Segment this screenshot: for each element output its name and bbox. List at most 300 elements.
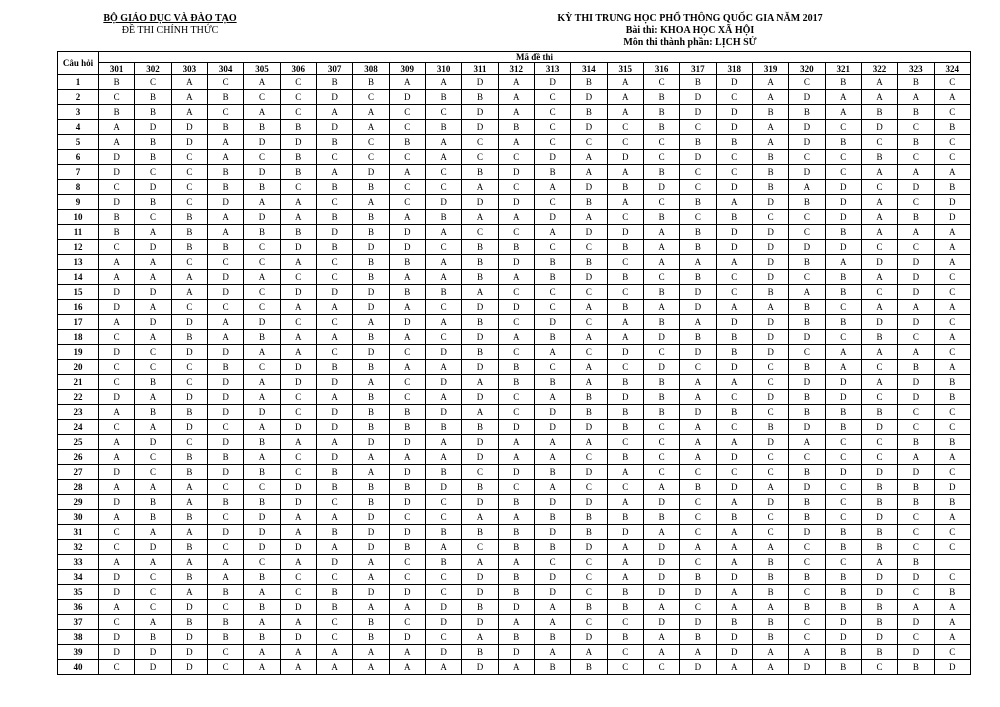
answer-cell: C	[207, 600, 243, 615]
answer-cell: C	[425, 630, 461, 645]
answer-cell: B	[789, 105, 825, 120]
answer-cell: A	[280, 330, 316, 345]
answer-cell: C	[207, 75, 243, 90]
question-number: 24	[58, 420, 99, 435]
answer-cell: B	[898, 480, 934, 495]
answer-cell: D	[716, 180, 752, 195]
answer-cell: D	[752, 435, 788, 450]
answer-cell: D	[643, 495, 679, 510]
answer-cell: C	[861, 285, 897, 300]
answer-cell: A	[244, 585, 280, 600]
answer-cell: A	[571, 435, 607, 450]
answer-cell: B	[643, 405, 679, 420]
answer-cell: D	[171, 600, 207, 615]
answer-cell: B	[680, 195, 716, 210]
answer-cell: C	[171, 255, 207, 270]
answer-cell: D	[898, 270, 934, 285]
question-number: 40	[58, 660, 99, 675]
answer-cell: A	[643, 480, 679, 495]
answer-cell: C	[898, 585, 934, 600]
answer-cell: D	[280, 240, 316, 255]
answer-cell: D	[353, 525, 389, 540]
answer-cell: B	[752, 555, 788, 570]
answer-cell: A	[680, 435, 716, 450]
answer-cell: A	[316, 510, 352, 525]
answer-cell: B	[244, 225, 280, 240]
answer-cell: C	[135, 360, 171, 375]
answer-cell: C	[789, 540, 825, 555]
answer-cell: A	[280, 435, 316, 450]
question-number: 31	[58, 525, 99, 540]
answer-cell: B	[861, 495, 897, 510]
answer-cell: C	[171, 435, 207, 450]
answer-cell: A	[934, 615, 970, 630]
answer-cell: D	[752, 345, 788, 360]
answer-cell: B	[861, 645, 897, 660]
answer-cell: C	[752, 450, 788, 465]
answer-cell: A	[534, 390, 570, 405]
answer-cell: D	[280, 135, 316, 150]
answer-cell: C	[571, 135, 607, 150]
answer-cell: C	[571, 615, 607, 630]
answer-cell: A	[171, 555, 207, 570]
answer-cell: D	[171, 120, 207, 135]
answer-cell: D	[462, 120, 498, 135]
answer-cell: D	[898, 315, 934, 330]
answer-cell: B	[389, 135, 425, 150]
answer-cell: D	[425, 645, 461, 660]
answer-cell: D	[825, 375, 861, 390]
answer-cell: D	[789, 120, 825, 135]
answer-cell: C	[462, 540, 498, 555]
question-number: 21	[58, 375, 99, 390]
answer-cell: D	[607, 225, 643, 240]
table-row	[58, 480, 971, 495]
answer-cell: D	[680, 660, 716, 675]
answer-cell: D	[99, 465, 135, 480]
answer-cell: A	[571, 165, 607, 180]
answer-cell: D	[389, 225, 425, 240]
exam-title: KỲ THI TRUNG HỌC PHỔ THÔNG QUỐC GIA NĂM 2017	[557, 13, 823, 24]
answer-cell: A	[498, 555, 534, 570]
answer-cell: C	[934, 345, 970, 360]
answer-cell: C	[244, 300, 280, 315]
question-number: 10	[58, 210, 99, 225]
answer-cell: D	[716, 450, 752, 465]
answer-cell: B	[607, 585, 643, 600]
answer-cell: B	[462, 270, 498, 285]
answer-cell: B	[498, 375, 534, 390]
answer-cell: A	[825, 360, 861, 375]
answer-cell: B	[571, 660, 607, 675]
answer-cell: A	[244, 450, 280, 465]
answer-cell: A	[898, 450, 934, 465]
answer-cell: D	[571, 270, 607, 285]
answer-cell: D	[135, 660, 171, 675]
table-row	[58, 165, 971, 180]
answer-cell: A	[752, 540, 788, 555]
answer-cell: B	[280, 150, 316, 165]
official-label: ĐỀ THI CHÍNH THỨC	[121, 25, 219, 36]
answer-cell: C	[789, 225, 825, 240]
answer-cell: C	[244, 90, 280, 105]
answer-cell: D	[825, 180, 861, 195]
answer-cell: C	[898, 420, 934, 435]
exam-code-header: Mã đề thi	[99, 52, 971, 63]
answer-cell: B	[789, 405, 825, 420]
answer-cell: A	[353, 195, 389, 210]
answer-cell: D	[898, 180, 934, 195]
answer-cell: A	[898, 300, 934, 315]
answer-cell: C	[789, 75, 825, 90]
answer-cell: C	[680, 555, 716, 570]
answer-cell: A	[462, 375, 498, 390]
answer-cell: A	[316, 330, 352, 345]
answer-cell: C	[244, 555, 280, 570]
table-row	[58, 150, 971, 165]
answer-cell: B	[244, 495, 280, 510]
answer-cell: A	[861, 195, 897, 210]
exam-code-308: 308	[353, 63, 389, 75]
answer-cell: C	[861, 135, 897, 150]
answer-cell: A	[571, 645, 607, 660]
answer-cell: B	[316, 180, 352, 195]
answer-cell: C	[389, 195, 425, 210]
answer-cell: D	[244, 315, 280, 330]
answer-cell: B	[789, 600, 825, 615]
answer-cell: C	[643, 465, 679, 480]
answer-cell: C	[825, 120, 861, 135]
answer-cell: B	[207, 120, 243, 135]
answer-cell: A	[898, 225, 934, 240]
answer-cell: D	[861, 465, 897, 480]
answer-cell: A	[389, 660, 425, 675]
answer-cell: A	[135, 330, 171, 345]
answer-cell: B	[789, 315, 825, 330]
answer-cell: C	[571, 555, 607, 570]
answer-cell: C	[171, 375, 207, 390]
answer-cell: B	[207, 360, 243, 375]
answer-cell: C	[825, 450, 861, 465]
answer-cell: A	[534, 480, 570, 495]
answer-cell: B	[789, 195, 825, 210]
table-row	[58, 420, 971, 435]
answer-cell: D	[898, 390, 934, 405]
answer-cell: A	[99, 510, 135, 525]
answer-cell: A	[135, 615, 171, 630]
question-number: 15	[58, 285, 99, 300]
exam-code-316: 316	[643, 63, 679, 75]
answer-cell: B	[353, 630, 389, 645]
answer-cell: B	[934, 120, 970, 135]
answer-cell: A	[498, 615, 534, 630]
answer-cell: B	[934, 585, 970, 600]
answer-cell: B	[825, 270, 861, 285]
answer-cell: D	[207, 435, 243, 450]
answer-cell: C	[716, 165, 752, 180]
exam-code-303: 303	[171, 63, 207, 75]
answer-cell: D	[498, 165, 534, 180]
answer-cell: D	[571, 630, 607, 645]
answer-cell: A	[207, 210, 243, 225]
answer-cell: A	[498, 135, 534, 150]
answer-cell: A	[425, 150, 461, 165]
answer-cell: C	[280, 105, 316, 120]
answer-cell: C	[99, 180, 135, 195]
answer-cell: B	[680, 480, 716, 495]
exam-code-318: 318	[716, 63, 752, 75]
answer-cell: C	[934, 150, 970, 165]
answer-cell: B	[462, 240, 498, 255]
answer-cell: D	[244, 405, 280, 420]
answer-cell: A	[716, 375, 752, 390]
answer-cell: C	[99, 240, 135, 255]
answer-cell: B	[462, 255, 498, 270]
answer-cell: B	[789, 390, 825, 405]
exam-code-315: 315	[607, 63, 643, 75]
answer-cell: D	[680, 405, 716, 420]
answer-cell: C	[643, 420, 679, 435]
answer-cell	[934, 555, 970, 570]
answer-cell: A	[353, 600, 389, 615]
answer-cell: D	[207, 375, 243, 390]
answer-cell: C	[571, 315, 607, 330]
answer-cell: C	[789, 345, 825, 360]
answer-cell: A	[135, 420, 171, 435]
answer-cell: C	[571, 585, 607, 600]
answer-cell: D	[898, 645, 934, 660]
answer-cell: C	[244, 255, 280, 270]
answer-cell: B	[898, 495, 934, 510]
answer-cell: B	[934, 435, 970, 450]
answer-cell: D	[353, 165, 389, 180]
answer-cell: D	[716, 120, 752, 135]
answer-cell: B	[607, 300, 643, 315]
answer-cell: A	[171, 525, 207, 540]
answer-cell: B	[171, 210, 207, 225]
answer-cell: D	[207, 405, 243, 420]
answer-cell: D	[716, 75, 752, 90]
answer-cell: D	[898, 375, 934, 390]
answer-cell: C	[680, 210, 716, 225]
answer-cell: D	[716, 630, 752, 645]
answer-cell: D	[934, 210, 970, 225]
answer-cell: B	[680, 135, 716, 150]
answer-cell: A	[353, 450, 389, 465]
answer-cell: C	[462, 465, 498, 480]
answer-cell: C	[498, 390, 534, 405]
answer-cell: B	[534, 375, 570, 390]
answer-cell: C	[861, 240, 897, 255]
answer-cell: D	[425, 615, 461, 630]
answer-cell: B	[316, 240, 352, 255]
answer-cell: D	[99, 645, 135, 660]
answer-cell: C	[498, 150, 534, 165]
answer-cell: B	[934, 180, 970, 195]
answer-cell: A	[680, 315, 716, 330]
answer-cell: B	[244, 120, 280, 135]
answer-cell: B	[389, 405, 425, 420]
answer-cell: B	[280, 225, 316, 240]
answer-cell: B	[353, 360, 389, 375]
answer-cell: B	[498, 360, 534, 375]
answer-cell: D	[280, 360, 316, 375]
answer-cell: C	[752, 210, 788, 225]
answer-cell: A	[571, 210, 607, 225]
answer-cell: B	[607, 270, 643, 285]
answer-cell: C	[389, 615, 425, 630]
answer-cell: B	[825, 285, 861, 300]
question-number: 29	[58, 495, 99, 510]
answer-cell: B	[425, 525, 461, 540]
answer-cell: A	[716, 600, 752, 615]
answer-cell: D	[861, 315, 897, 330]
answer-cell: B	[353, 225, 389, 240]
answer-cell: C	[898, 150, 934, 165]
answer-cell: C	[534, 240, 570, 255]
answer-cell: A	[607, 315, 643, 330]
answer-cell: B	[207, 90, 243, 105]
answer-cell: C	[316, 195, 352, 210]
answer-cell: A	[135, 225, 171, 240]
answer-cell: B	[680, 630, 716, 645]
answer-cell: B	[752, 105, 788, 120]
answer-cell: A	[607, 90, 643, 105]
header-right	[500, 13, 880, 49]
answer-cell: D	[825, 465, 861, 480]
answer-cell: D	[498, 600, 534, 615]
answer-cell: D	[680, 300, 716, 315]
answer-cell: C	[789, 150, 825, 165]
answer-cell: B	[135, 105, 171, 120]
table-row	[58, 495, 971, 510]
table-row	[58, 285, 971, 300]
answer-cell: B	[752, 585, 788, 600]
answer-cell: D	[789, 480, 825, 495]
answer-cell: D	[316, 225, 352, 240]
answer-cell: D	[643, 180, 679, 195]
answer-cell: D	[825, 240, 861, 255]
answer-cell: D	[99, 150, 135, 165]
answer-cell: D	[207, 195, 243, 210]
answer-cell: D	[353, 300, 389, 315]
answer-cell: C	[716, 420, 752, 435]
answer-cell: B	[789, 300, 825, 315]
answer-cell: B	[135, 195, 171, 210]
answer-cell: D	[280, 375, 316, 390]
answer-cell: A	[171, 90, 207, 105]
answer-cell: A	[571, 375, 607, 390]
answer-cell: D	[244, 540, 280, 555]
answer-cell: C	[716, 150, 752, 165]
answer-cell: B	[716, 510, 752, 525]
answer-cell: B	[789, 465, 825, 480]
answer-cell: B	[825, 600, 861, 615]
table-row	[58, 255, 971, 270]
table-row	[58, 120, 971, 135]
answer-cell: B	[534, 270, 570, 285]
answer-cell: C	[280, 270, 316, 285]
answer-cell: A	[534, 225, 570, 240]
table-row	[58, 345, 971, 360]
answer-cell: D	[316, 90, 352, 105]
answer-cell: D	[425, 405, 461, 420]
answer-cell: C	[934, 75, 970, 90]
answer-cell: D	[425, 600, 461, 615]
answer-cell: A	[934, 330, 970, 345]
answer-cell: C	[680, 465, 716, 480]
answer-cell: C	[789, 270, 825, 285]
answer-cell: B	[462, 600, 498, 615]
answer-cell: A	[643, 600, 679, 615]
answer-cell: B	[643, 165, 679, 180]
answer-cell: B	[353, 480, 389, 495]
answer-cell: C	[280, 570, 316, 585]
answer-cell: D	[498, 465, 534, 480]
answer-cell: A	[934, 510, 970, 525]
answer-cell: A	[244, 390, 280, 405]
answer-cell: B	[534, 540, 570, 555]
answer-cell: B	[99, 210, 135, 225]
answer-cell: A	[825, 255, 861, 270]
answer-cell: C	[607, 285, 643, 300]
answer-cell: C	[425, 165, 461, 180]
answer-cell: D	[716, 225, 752, 240]
answer-cell: A	[462, 510, 498, 525]
answer-cell: D	[207, 525, 243, 540]
answer-cell: A	[389, 600, 425, 615]
answer-cell: D	[716, 570, 752, 585]
answer-cell: D	[643, 570, 679, 585]
table-row	[58, 570, 971, 585]
answer-cell: C	[716, 90, 752, 105]
answer-cell: A	[462, 405, 498, 420]
answer-cell: B	[353, 330, 389, 345]
answer-cell: D	[316, 555, 352, 570]
answer-cell: C	[498, 345, 534, 360]
answer-cell: C	[898, 330, 934, 345]
answer-cell: D	[789, 525, 825, 540]
answer-cell: B	[425, 120, 461, 135]
answer-cell: D	[752, 270, 788, 285]
subject-name: Môn thi thành phần: LỊCH SỬ	[623, 37, 757, 48]
answer-cell: A	[716, 495, 752, 510]
answer-cell: C	[171, 300, 207, 315]
answer-cell: A	[752, 135, 788, 150]
answer-cell: A	[643, 645, 679, 660]
answer-cell: B	[244, 330, 280, 345]
answer-cell: C	[207, 480, 243, 495]
answer-cell: C	[425, 240, 461, 255]
answer-cell: C	[316, 570, 352, 585]
answer-cell: B	[244, 630, 280, 645]
answer-cell: D	[207, 270, 243, 285]
answer-cell: B	[534, 255, 570, 270]
answer-cell: C	[752, 525, 788, 540]
answer-cell: A	[171, 75, 207, 90]
answer-cell: A	[316, 105, 352, 120]
answer-cell: C	[571, 240, 607, 255]
answer-cell: D	[716, 240, 752, 255]
answer-cell: A	[280, 210, 316, 225]
answer-cell: C	[825, 480, 861, 495]
answer-cell: D	[898, 255, 934, 270]
answer-cell: A	[171, 480, 207, 495]
answer-cell: D	[825, 630, 861, 645]
answer-cell: A	[316, 660, 352, 675]
answer-cell: A	[135, 390, 171, 405]
answer-cell: D	[680, 585, 716, 600]
